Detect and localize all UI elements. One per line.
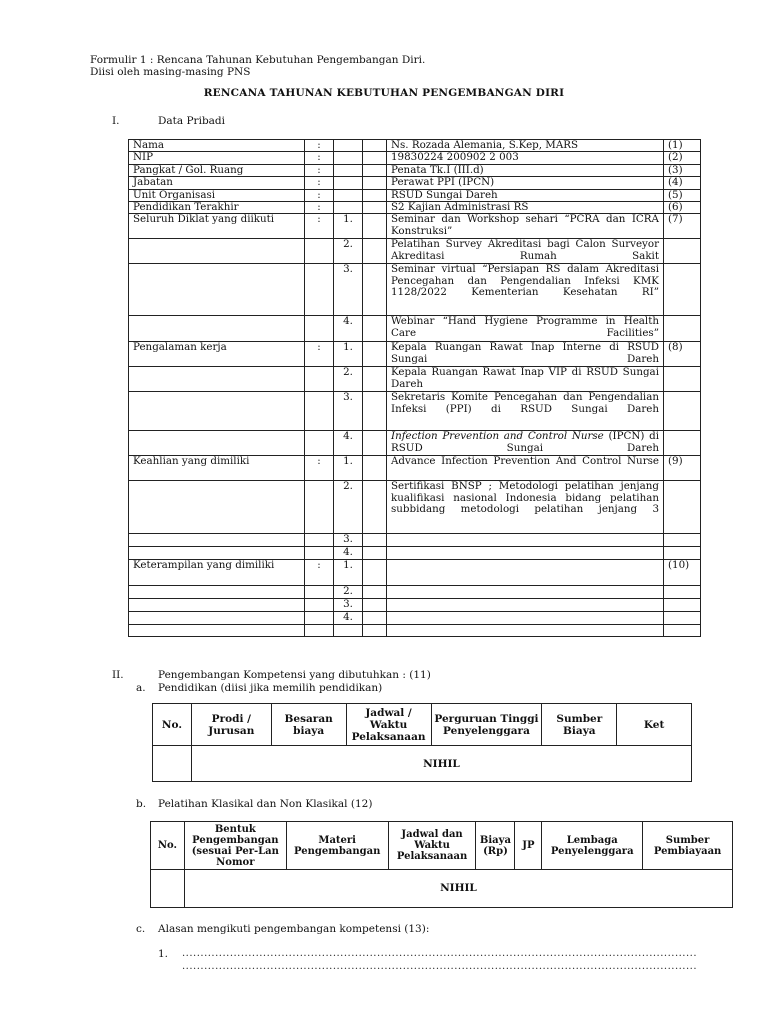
pengalaman-item-text: Kepala Ruangan Rawat Inap Interne di RSUD Sungai Dareh xyxy=(387,342,664,367)
empty-cell xyxy=(664,431,701,456)
empty-cell xyxy=(129,316,305,342)
field-label: Pangkat / Gol. Ruang xyxy=(129,164,305,176)
field-value: RSUD Sungai Dareh xyxy=(387,189,664,201)
empty-cell xyxy=(334,189,363,201)
empty-cell xyxy=(664,239,701,264)
personal-row xyxy=(129,177,701,189)
pengalaman-item-number: 4. xyxy=(334,431,363,456)
keahlian-code: (9) xyxy=(664,456,701,481)
form-header-line1: Formulir 1 : Rencana Tahunan Kebutuhan Pengembangan Diri. xyxy=(90,54,426,66)
education-table xyxy=(152,703,692,782)
reason-line-2[interactable] xyxy=(182,961,697,972)
field-colon: : xyxy=(305,140,334,152)
training-header-materi: Materi Pengembangan xyxy=(286,822,388,870)
keahlian-row xyxy=(129,547,701,560)
keahlian-row xyxy=(129,481,701,534)
diklat-item-text: Seminar virtual “Persiapan RS dalam Akreditasi Pencegahan dan Pengendalian Infeksi KMK 1128/2022 Kementerian Kesehatan RI” xyxy=(387,264,664,316)
empty-cell xyxy=(305,316,334,342)
keterampilan-item-text xyxy=(387,599,664,612)
section2-title: Pengembangan Kompetensi yang dibutuhkan : (11) xyxy=(158,669,431,681)
empty-cell xyxy=(664,625,701,637)
empty-cell xyxy=(129,625,305,637)
keahlian-item-text xyxy=(387,547,664,560)
form-header-line2: Diisi oleh masing-masing PNS xyxy=(90,66,251,78)
empty-cell xyxy=(363,239,387,264)
training-header-lembaga: Lembaga Penyelenggara xyxy=(542,822,643,870)
keahlian-item-number: 2. xyxy=(334,481,363,534)
empty-cell xyxy=(129,264,305,316)
field-value: 19830224 200902 2 003 xyxy=(387,152,664,164)
empty-cell xyxy=(387,625,664,637)
training-header-row xyxy=(151,822,733,870)
diklat-item-number: 3. xyxy=(334,264,363,316)
diklat-item-text: Webinar “Hand Hygiene Programme in Health Care Facilities” xyxy=(387,316,664,342)
pengalaman-row xyxy=(129,392,701,431)
pengalaman-item-text: Kepala Ruangan Rawat Inap VIP di RSUD Sungai Dareh xyxy=(387,367,664,392)
diklat-code: (7) xyxy=(664,214,701,239)
empty-cell xyxy=(363,431,387,456)
empty-cell xyxy=(363,625,387,637)
section2b-title: Pelatihan Klasikal dan Non Klasikal (12) xyxy=(158,798,373,810)
empty-cell xyxy=(363,599,387,612)
empty-cell xyxy=(129,481,305,534)
empty-cell xyxy=(305,239,334,264)
field-colon: : xyxy=(305,189,334,201)
education-header-jadwal: Jadwal / Waktu Pelaksanaan xyxy=(346,704,431,746)
empty-cell xyxy=(363,367,387,392)
empty-cell xyxy=(129,392,305,431)
diklat-row xyxy=(129,264,701,316)
empty-cell xyxy=(664,534,701,547)
education-nihil-row xyxy=(153,746,692,782)
empty-cell xyxy=(363,177,387,189)
field-colon: : xyxy=(305,342,334,367)
empty-cell xyxy=(363,534,387,547)
section1-number: I. xyxy=(112,115,120,127)
empty-cell xyxy=(363,264,387,316)
personal-row xyxy=(129,152,701,164)
keahlian-item-number: 3. xyxy=(334,534,363,547)
empty-cell xyxy=(305,481,334,534)
field-value: Perawat PPI (IPCN) xyxy=(387,177,664,189)
empty-cell xyxy=(129,534,305,547)
pengalaman-code: (8) xyxy=(664,342,701,367)
pengalaman-label: Pengalaman kerja xyxy=(129,342,305,367)
keahlian-item-text: Advance Infection Prevention And Control Nurse xyxy=(387,456,664,481)
empty-cell xyxy=(305,264,334,316)
training-header-jadwal: Jadwal dan Waktu Pelaksanaan xyxy=(388,822,476,870)
training-nihil: NIHIL xyxy=(184,870,732,908)
pengalaman-item-number: 3. xyxy=(334,392,363,431)
field-label: Unit Organisasi xyxy=(129,189,305,201)
empty-cell xyxy=(129,431,305,456)
field-value: S2 Kajian Administrasi RS xyxy=(387,202,664,214)
pengalaman-item-text: Sekretaris Komite Pencegahan dan Pengendalian Infeksi (PPI) di RSUD Sungai Dareh xyxy=(387,392,664,431)
pengalaman-row xyxy=(129,431,701,456)
empty-cell xyxy=(129,599,305,612)
keahlian-item-number: 1. xyxy=(334,456,363,481)
training-table xyxy=(150,821,733,908)
pengalaman-row xyxy=(129,367,701,392)
keahlian-item-number: 4. xyxy=(334,547,363,560)
keterampilan-item-number: 1. xyxy=(334,560,363,586)
section2a-title: Pendidikan (diisi jika memilih pendidikan) xyxy=(158,682,383,694)
field-code: (2) xyxy=(664,152,701,164)
field-code: (3) xyxy=(664,164,701,176)
page-title: RENCANA TAHUNAN KEBUTUHAN PENGEMBANGAN DIRI xyxy=(203,87,565,99)
keahlian-label: Keahlian yang dimiliki xyxy=(129,456,305,481)
keahlian-row xyxy=(129,534,701,547)
keterampilan-row xyxy=(129,599,701,612)
empty-cell xyxy=(129,367,305,392)
keterampilan-row xyxy=(129,586,701,599)
empty-cell xyxy=(363,316,387,342)
field-code: (4) xyxy=(664,177,701,189)
pengalaman-item-number: 1. xyxy=(334,342,363,367)
section2c-title: Alasan mengikuti pengembangan kompetensi (13): xyxy=(158,923,430,935)
empty-cell xyxy=(305,534,334,547)
empty-cell xyxy=(363,586,387,599)
field-label: NIP xyxy=(129,152,305,164)
empty-cell xyxy=(363,612,387,625)
field-colon: : xyxy=(305,164,334,176)
empty-cell xyxy=(334,202,363,214)
empty-cell xyxy=(363,140,387,152)
field-colon: : xyxy=(305,560,334,586)
diklat-item-number: 4. xyxy=(334,316,363,342)
section2b-letter: b. xyxy=(136,798,147,810)
keahlian-row xyxy=(129,456,701,481)
training-header-bentuk: Bentuk Pengembangan (sesuai Per-Lan Nomor xyxy=(184,822,286,870)
empty-cell xyxy=(363,456,387,481)
personal-blank-row xyxy=(129,625,701,637)
field-label: Jabatan xyxy=(129,177,305,189)
field-colon: : xyxy=(305,202,334,214)
field-value: Penata Tk.I (III.d) xyxy=(387,164,664,176)
training-header-jp: JP xyxy=(515,822,542,870)
empty-cell xyxy=(129,586,305,599)
diklat-row xyxy=(129,214,701,239)
empty-cell xyxy=(129,547,305,560)
education-nihil: NIHIL xyxy=(191,746,691,782)
pengalaman-item-text xyxy=(387,431,664,456)
empty-cell xyxy=(363,481,387,534)
field-label: Pendidikan Terakhir xyxy=(129,202,305,214)
empty-cell xyxy=(305,625,334,637)
keterampilan-item-text xyxy=(387,560,664,586)
field-colon: : xyxy=(305,177,334,189)
empty-cell xyxy=(305,431,334,456)
empty-cell xyxy=(305,612,334,625)
personal-row xyxy=(129,164,701,176)
training-header-no: No. xyxy=(151,822,185,870)
empty-cell xyxy=(664,612,701,625)
training-nihil-row xyxy=(151,870,733,908)
education-header-prodi: Prodi / Jurusan xyxy=(191,704,271,746)
empty-cell xyxy=(305,367,334,392)
field-colon: : xyxy=(305,456,334,481)
keterampilan-item-text xyxy=(387,612,664,625)
personal-data-table xyxy=(128,139,701,637)
keterampilan-item-number: 2. xyxy=(334,586,363,599)
training-header-biaya: Biaya (Rp) xyxy=(476,822,515,870)
field-colon: : xyxy=(305,214,334,239)
diklat-item-text: Seminar dan Workshop sehari “PCRA dan ICRA Konstruksi” xyxy=(387,214,664,239)
keterampilan-row xyxy=(129,560,701,586)
empty-cell xyxy=(363,560,387,586)
empty-cell xyxy=(334,152,363,164)
field-code: (1) xyxy=(664,140,701,152)
diklat-row xyxy=(129,316,701,342)
personal-row xyxy=(129,140,701,152)
field-label: Nama xyxy=(129,140,305,152)
empty-cell xyxy=(664,586,701,599)
empty-cell xyxy=(664,367,701,392)
empty-cell xyxy=(664,392,701,431)
diklat-item-number: 1. xyxy=(334,214,363,239)
field-value: Ns. Rozada Alemania, S.Kep, MARS xyxy=(387,140,664,152)
empty-cell xyxy=(305,599,334,612)
pengalaman-item-number: 2. xyxy=(334,367,363,392)
pengalaman-row xyxy=(129,342,701,367)
section2a-letter: a. xyxy=(136,682,146,694)
empty-cell xyxy=(363,152,387,164)
empty-cell xyxy=(664,547,701,560)
keterampilan-code: (10) xyxy=(664,560,701,586)
empty-cell xyxy=(363,202,387,214)
diklat-label: Seluruh Diklat yang diikuti xyxy=(129,214,305,239)
empty-cell xyxy=(334,625,363,637)
empty-cell xyxy=(664,316,701,342)
keterampilan-item-text xyxy=(387,586,664,599)
empty-cell xyxy=(363,392,387,431)
empty-cell xyxy=(334,140,363,152)
empty-cell xyxy=(305,586,334,599)
empty-cell xyxy=(334,164,363,176)
empty-cell xyxy=(363,547,387,560)
field-colon: : xyxy=(305,152,334,164)
empty-cell xyxy=(129,612,305,625)
section2c-letter: c. xyxy=(136,923,146,935)
education-header-row xyxy=(153,704,692,746)
training-blank-cell xyxy=(151,870,185,908)
empty-cell xyxy=(664,481,701,534)
empty-cell xyxy=(305,392,334,431)
keterampilan-label: Keterampilan yang dimiliki xyxy=(129,560,305,586)
empty-cell xyxy=(363,189,387,201)
keahlian-item-text xyxy=(387,534,664,547)
empty-cell xyxy=(664,599,701,612)
education-header-perguruan: Perguruan Tinggi Penyelenggara xyxy=(431,704,542,746)
personal-row xyxy=(129,202,701,214)
diklat-item-text: Pelatihan Survey Akreditasi bagi Calon Surveyor Akreditasi Rumah Sakit xyxy=(387,239,664,264)
empty-cell xyxy=(363,164,387,176)
pengalaman-item-rest-text: (IPCN) di RSUD Sungai Dareh xyxy=(391,430,660,454)
keterampilan-item-number: 4. xyxy=(334,612,363,625)
education-header-sumber: Sumber Biaya xyxy=(542,704,617,746)
section2-number: II. xyxy=(112,669,124,681)
section1-title: Data Pribadi xyxy=(158,115,225,127)
empty-cell xyxy=(305,547,334,560)
education-header-no: No. xyxy=(153,704,192,746)
reason-item-number: 1. xyxy=(158,948,169,960)
education-header-ket: Ket xyxy=(617,704,692,746)
empty-cell xyxy=(129,239,305,264)
field-code: (5) xyxy=(664,189,701,201)
empty-cell xyxy=(363,342,387,367)
keterampilan-item-number: 3. xyxy=(334,599,363,612)
personal-row xyxy=(129,189,701,201)
diklat-row xyxy=(129,239,701,264)
empty-cell xyxy=(664,264,701,316)
empty-cell xyxy=(363,214,387,239)
reason-line-1[interactable] xyxy=(182,948,697,959)
diklat-item-number: 2. xyxy=(334,239,363,264)
training-header-sumber: Sumber Pembiayaan xyxy=(643,822,733,870)
keterampilan-row xyxy=(129,612,701,625)
field-code: (6) xyxy=(664,202,701,214)
education-blank-cell xyxy=(153,746,192,782)
education-header-biaya: Besaran biaya xyxy=(271,704,346,746)
empty-cell xyxy=(334,177,363,189)
keahlian-item-text: Sertifikasi BNSP ; Metodologi pelatihan jenjang kualifikasi nasional Indonesia bidang pelatihan subbidang metodologi pelatihan jenjang 3 xyxy=(387,481,664,534)
pengalaman-item-italic-text: Infection Prevention and Control Nurse xyxy=(391,430,604,443)
